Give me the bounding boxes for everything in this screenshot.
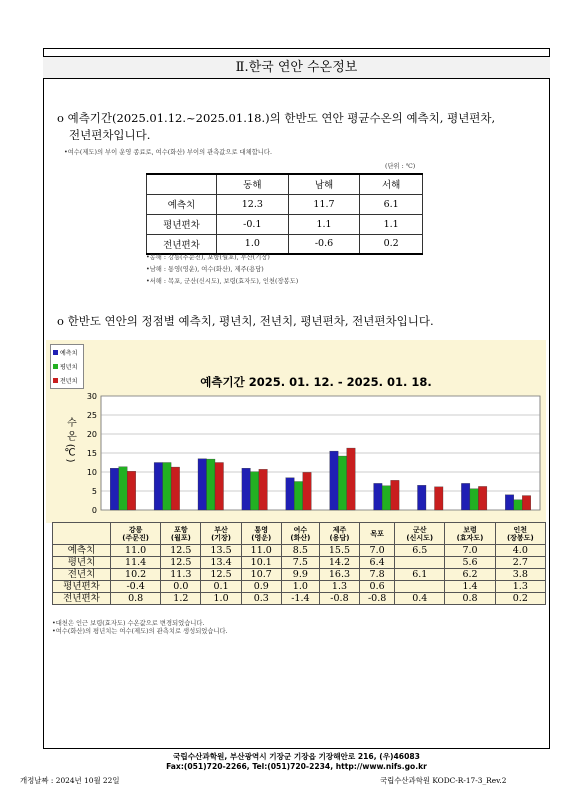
station-cell: 7.8	[360, 569, 395, 581]
station-header-sub: (효자도)	[456, 533, 484, 542]
y-tick-label: 25	[86, 411, 97, 420]
summary-cell: -0.1	[217, 214, 289, 234]
footer-line-1: 국립수산과학원, 부산광역시 기장군 기장읍 기장해안로 216, (우)46083	[173, 752, 420, 761]
station-cell: 4.0	[495, 545, 545, 557]
station-cell: 12.5	[161, 545, 201, 557]
bottom-note-1: •대천은 인근 보령(효자도) 수온값으로 변경되었습니다.	[52, 620, 205, 627]
station-cell: 3.8	[495, 569, 545, 581]
station-row-label: 예측치	[53, 545, 111, 557]
station-cell: 0.0	[161, 581, 201, 593]
station-cell: 0.2	[495, 593, 545, 605]
station-cell: 11.0	[111, 545, 161, 557]
station-cell: -0.8	[319, 593, 359, 605]
station-row-label: 전년편차	[53, 593, 111, 605]
temperature-bar-chart	[46, 340, 546, 523]
bar-normal	[250, 472, 259, 510]
station-header-name: 여수	[293, 525, 308, 534]
station-header	[360, 523, 395, 545]
station-header-sub: (월포)	[170, 533, 191, 542]
unit-label: (단위 : ℃)	[385, 163, 416, 170]
legend-item	[51, 373, 83, 387]
region-note-east: •동해 : 강릉(주문진), 포항(월포), 부산(기장)	[146, 254, 270, 261]
station-cell: 11.0	[241, 545, 281, 557]
station-cell: 7.0	[360, 545, 395, 557]
summary-cell: 6.1	[360, 194, 423, 214]
summary-cell: 1.1	[288, 214, 360, 234]
y-tick-label: 5	[91, 487, 97, 496]
station-row-label: 평년치	[53, 557, 111, 569]
bar-normal	[382, 486, 391, 510]
summary-cell: 1.1	[360, 214, 423, 234]
station-header-sub: (기장)	[211, 533, 232, 542]
station-cell: 7.0	[445, 545, 495, 557]
station-cell	[395, 557, 445, 569]
station-cell: 5.6	[445, 557, 495, 569]
region-note-west: •서해 : 목포, 군산(신시도), 보령(효자도), 인천(장봉도)	[146, 278, 299, 285]
legend-label: 예측치	[60, 349, 78, 357]
page-title: Ⅱ.한국 연안 수온정보	[43, 56, 550, 79]
section2-heading: o 한반도 연안의 정점별 예측치, 평년치, 전년치, 평년편차, 전년편차입니다.	[57, 314, 434, 328]
station-header-name: 제주	[332, 525, 347, 534]
station-cell: 0.6	[360, 581, 395, 593]
chart-legend	[50, 344, 84, 389]
legend-item	[51, 345, 83, 359]
station-cell: 11.3	[161, 569, 201, 581]
bar-normal	[294, 482, 303, 511]
station-cell: 1.2	[161, 593, 201, 605]
station-header-name: 목포	[370, 529, 384, 538]
y-tick-label: 15	[86, 449, 97, 458]
bar-forecast	[110, 468, 119, 510]
bar-forecast	[198, 459, 207, 510]
summary-cell: 12.3	[217, 194, 289, 214]
bar-forecast	[461, 483, 470, 510]
station-cell: 7.5	[281, 557, 319, 569]
bar-lastyear	[391, 480, 400, 510]
bar-lastyear	[171, 467, 180, 510]
summary-row	[147, 234, 423, 254]
legend-swatch	[53, 350, 58, 355]
station-row	[53, 557, 546, 569]
station-cell: 6.5	[395, 545, 445, 557]
document-code: 국립수산과학원 KODC-R-17-3_Rev.2	[380, 776, 507, 785]
summary-cell: 11.7	[288, 194, 360, 214]
station-cell: 0.4	[395, 593, 445, 605]
y-tick-label: 10	[86, 468, 97, 477]
summary-corner	[147, 174, 217, 194]
station-cell: 10.1	[241, 557, 281, 569]
station-cell: 10.2	[111, 569, 161, 581]
station-header-sub: (용담)	[329, 533, 350, 542]
legend-swatch	[53, 378, 58, 383]
bar-lastyear	[215, 463, 224, 511]
legend-label: 전년치	[60, 377, 78, 385]
station-header	[201, 523, 241, 545]
summary-row-label: 전년편차	[147, 234, 217, 254]
station-cell: 14.2	[319, 557, 359, 569]
station-cell: 9.9	[281, 569, 319, 581]
bar-lastyear	[478, 486, 487, 510]
bar-forecast	[154, 463, 163, 511]
station-header	[281, 523, 319, 545]
station-cell: 12.5	[161, 557, 201, 569]
station-cell: 10.7	[241, 569, 281, 581]
summary-table	[146, 173, 423, 255]
station-cell: -0.8	[360, 593, 395, 605]
bar-forecast	[374, 483, 383, 510]
station-cell: 6.2	[445, 569, 495, 581]
station-row-label: 평년편차	[53, 581, 111, 593]
station-table	[52, 522, 546, 605]
station-header-sub: (장봉도)	[506, 533, 534, 542]
bar-lastyear	[303, 472, 312, 510]
station-header-name: 강릉	[128, 525, 143, 534]
station-cell: 0.1	[201, 581, 241, 593]
station-cell: 0.3	[241, 593, 281, 605]
station-cell: 0.8	[445, 593, 495, 605]
summary-col-header: 동해	[217, 174, 289, 194]
station-header-sub: (신시도)	[406, 533, 434, 542]
bar-normal	[338, 456, 347, 510]
station-header-name: 통영	[254, 525, 269, 534]
station-row	[53, 581, 546, 593]
summary-cell: 0.2	[360, 234, 423, 254]
bar-forecast	[418, 485, 427, 510]
station-header	[495, 523, 545, 545]
station-cell: 1.3	[495, 581, 545, 593]
summary-row	[147, 194, 423, 214]
station-header-sub: (영운)	[251, 533, 272, 542]
summary-cell: -0.6	[288, 234, 360, 254]
station-row	[53, 593, 546, 605]
intro-line-1: o 예측기간(2025.01.12.~2025.01.18.)의 한반도 연안 평균수온의 예측치, 평년편차,	[57, 111, 496, 125]
station-cell: 1.0	[201, 593, 241, 605]
bar-forecast	[505, 495, 514, 510]
bar-forecast	[286, 478, 295, 510]
summary-cell: 1.0	[217, 234, 289, 254]
station-header-name: 인천	[513, 525, 528, 534]
station-cell: 13.4	[201, 557, 241, 569]
bar-normal	[119, 467, 128, 510]
summary-row	[147, 214, 423, 234]
station-cell: -1.4	[281, 593, 319, 605]
footer-address	[43, 752, 550, 772]
station-cell: 12.5	[201, 569, 241, 581]
station-cell	[395, 581, 445, 593]
legend-swatch	[53, 364, 58, 369]
station-cell: -0.4	[111, 581, 161, 593]
bar-normal	[207, 459, 216, 510]
station-cell: 1.0	[281, 581, 319, 593]
station-cell: 1.4	[445, 581, 495, 593]
legend-item	[51, 359, 83, 373]
y-tick-label: 30	[86, 392, 97, 401]
bottom-note-2: •여수(화산)의 평년치는 여수(제도)의 관측치로 생성되었습니다.	[52, 628, 228, 635]
y-tick-label: 0	[91, 506, 97, 515]
summary-row-label: 예측치	[147, 194, 217, 214]
bar-lastyear	[259, 469, 268, 510]
bar-forecast	[330, 451, 339, 510]
station-row	[53, 545, 546, 557]
y-axis-label: 수 온 (℃)	[64, 417, 76, 463]
station-header	[395, 523, 445, 545]
bar-lastyear	[435, 487, 444, 510]
station-cell: 1.3	[319, 581, 359, 593]
station-cell: 6.4	[360, 557, 395, 569]
station-cell: 6.1	[395, 569, 445, 581]
station-row-label: 전년치	[53, 569, 111, 581]
station-cell: 11.4	[111, 557, 161, 569]
bar-lastyear	[127, 471, 136, 510]
station-header	[241, 523, 281, 545]
station-header-sub: (주문진)	[122, 533, 149, 542]
station-header-name: 부산	[214, 525, 228, 534]
summary-row-label: 평년편차	[147, 214, 217, 234]
y-tick-label: 20	[86, 430, 97, 439]
station-header-sub: (화산)	[290, 533, 311, 542]
bar-lastyear	[347, 448, 356, 510]
station-header-name: 군산	[413, 525, 427, 534]
summary-col-header: 서해	[360, 174, 423, 194]
station-cell: 16.3	[319, 569, 359, 581]
station-cell: 15.5	[319, 545, 359, 557]
station-cell: 13.5	[201, 545, 241, 557]
summary-col-header: 남해	[288, 174, 360, 194]
bar-forecast	[242, 468, 251, 510]
station-header-name: 보령	[463, 525, 477, 534]
station-row	[53, 569, 546, 581]
intro-line-2: 전년편차입니다.	[69, 128, 151, 142]
station-header	[445, 523, 495, 545]
station-header	[111, 523, 161, 545]
chart-title: 예측기간 2025. 01. 12. - 2025. 01. 18.	[200, 375, 432, 389]
intro-note: •여수(제도)의 부이 운영 종료로, 여수(화산) 부이의 관측값으로 대체합니다.	[64, 149, 272, 156]
station-cell: 8.5	[281, 545, 319, 557]
bar-lastyear	[522, 496, 531, 510]
region-note-south: •남해 : 통영(영운), 여수(화산), 제주(용담)	[146, 266, 264, 273]
station-corner	[53, 523, 111, 545]
station-header	[161, 523, 201, 545]
station-header-name: 포항	[174, 525, 188, 534]
bar-normal	[163, 463, 172, 511]
station-cell: 0.9	[241, 581, 281, 593]
footer-line-2: Fax:(051)720-2266, Tel:(051)720-2234, http://www.nifs.go.kr	[166, 762, 427, 771]
revision-date: 개정날짜 : 2024년 10월 22일	[20, 776, 120, 785]
station-cell: 0.8	[111, 593, 161, 605]
bar-normal	[470, 489, 479, 510]
station-cell: 2.7	[495, 557, 545, 569]
station-header	[319, 523, 359, 545]
bar-normal	[514, 500, 523, 510]
legend-label: 평년치	[60, 363, 78, 371]
